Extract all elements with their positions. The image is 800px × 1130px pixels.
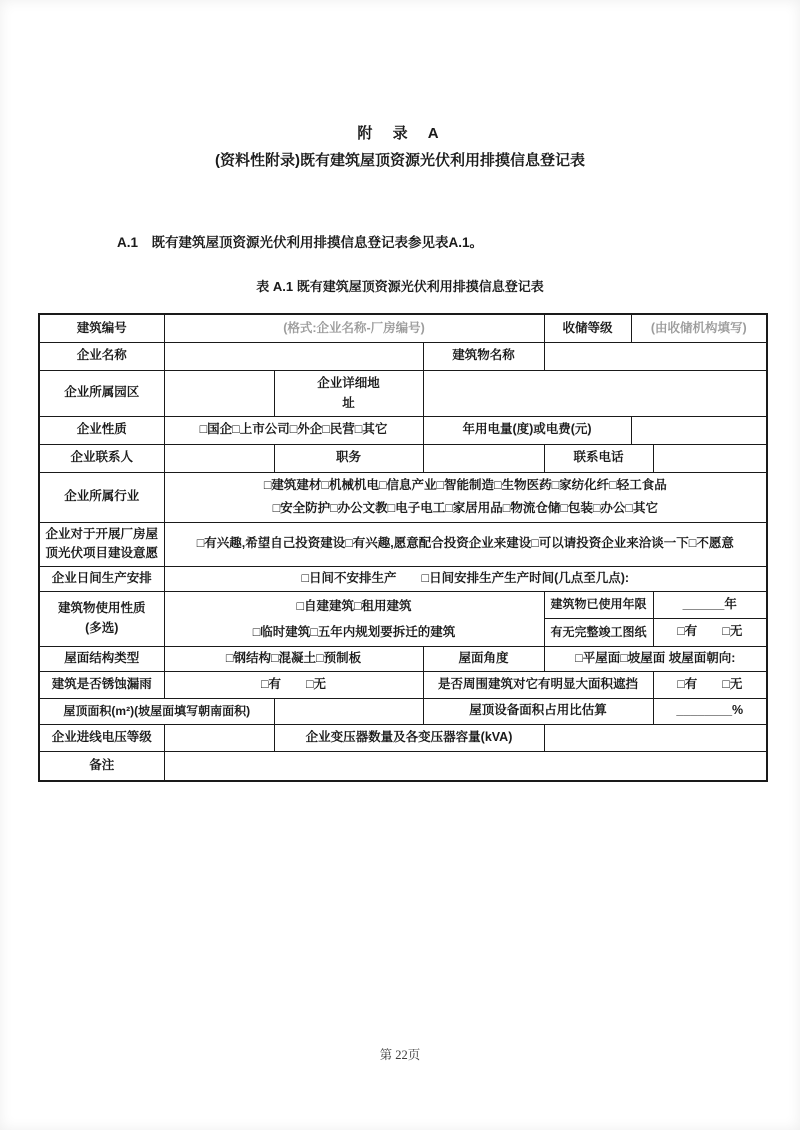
table-caption: 表 A.1 既有建筑屋顶资源光伏利用排摸信息登记表: [256, 279, 544, 294]
drawings-label-cell: 有无完整竣工图纸: [544, 618, 653, 646]
transformer-label-cell: 企业变压器数量及各变压器容量(kVA): [274, 724, 544, 751]
service-years-value-cell: ______年: [653, 591, 767, 618]
page-number: 第 22页: [379, 1048, 421, 1062]
phone-label-cell: 联系电话: [544, 444, 653, 472]
appendix-subtitle: (资料性附录)既有建筑屋顶资源光伏利用排摸信息登记表: [215, 152, 585, 169]
storage-level-input-cell: (由收储机构填写): [631, 314, 767, 342]
building-no-label-cell: 建筑编号: [39, 314, 164, 342]
contact-label-cell: 企业联系人: [39, 444, 164, 472]
address-label: 企业详细地址: [317, 375, 380, 410]
roof-structure-label-cell: 屋面结构类型: [39, 646, 164, 671]
remark-input-cell: [164, 751, 767, 781]
industry-label-cell: 企业所属行业: [39, 472, 164, 522]
company-nature-label-cell: 企业性质: [39, 416, 164, 444]
phone-input-cell: [653, 444, 767, 472]
industry-options-cell: [164, 472, 767, 522]
voltage-label-cell: 企业进线电压等级: [39, 724, 164, 751]
remark-label-cell: 备注: [39, 751, 164, 781]
usage-options-cell: [164, 591, 544, 646]
voltage-input-cell: [164, 724, 274, 751]
address-label-cell: [274, 370, 423, 416]
shading-options-cell: □有 □无: [653, 671, 767, 698]
usage-options-line1: □自建建筑□租用建筑: [296, 598, 412, 613]
appendix-title: 附 录 A: [357, 125, 443, 142]
daytime-options-cell: □日间不安排生产 □日间安排生产生产时间(几点至几点):: [164, 566, 767, 591]
usage-label-cell: [39, 591, 164, 646]
building-name-label-cell: 建筑物名称: [423, 342, 544, 370]
industry-options-line2: □安全防护□办公文教□电子电工□家居用品□物流仓储□包装□办公□其它: [272, 501, 658, 515]
address-input-cell: [423, 370, 767, 416]
annual-power-input-cell: [631, 416, 767, 444]
registration-form-table: [38, 313, 768, 782]
drawings-options-cell: □有 □无: [653, 618, 767, 646]
storage-level-label-cell: 收储等级: [544, 314, 631, 342]
company-name-label-cell: 企业名称: [39, 342, 164, 370]
usage-label: 建筑物使用性质: [57, 601, 146, 616]
position-input-cell: [423, 444, 544, 472]
industry-options-line1: □建筑建材□机械机电□信息产业□智能制造□生物医药□家纺化纤□轻工食品: [263, 478, 667, 492]
park-input-cell: [164, 370, 274, 416]
roof-angle-label-cell: 屋面角度: [423, 646, 544, 671]
usage-label-note: (多选): [85, 620, 119, 635]
usage-options-line2: □临时建筑□五年内规划要拆迁的建筑: [252, 624, 456, 639]
intro-paragraph: A.1 既有建筑屋顶资源光伏利用排摸信息登记表参见表A.1。: [117, 235, 484, 250]
contact-input-cell: [164, 444, 274, 472]
rust-leak-options-cell: □有 □无: [164, 671, 423, 698]
roof-structure-options-cell: □钢结构□混凝土□预制板: [164, 646, 423, 671]
equipment-ratio-label-cell: 屋顶设备面积占用比估算: [423, 698, 653, 724]
daytime-label-cell: 企业日间生产安排: [39, 566, 164, 591]
equipment-ratio-value-cell: ________%: [653, 698, 767, 724]
company-name-input-cell: [164, 342, 423, 370]
shading-label-cell: 是否周围建筑对它有明显大面积遮挡: [423, 671, 653, 698]
transformer-input-cell: [544, 724, 767, 751]
roof-area-label-cell: 屋顶面积(m²)(坡屋面填写朝南面积): [39, 698, 274, 724]
annual-power-label-cell: 年用电量(度)或电费(元): [423, 416, 631, 444]
roof-angle-options-cell: □平屋面□坡屋面 坡屋面朝向:: [544, 646, 767, 671]
position-label-cell: 职务: [274, 444, 423, 472]
roof-area-input-cell: [274, 698, 423, 724]
company-nature-options-cell: □国企□上市公司□外企□民营□其它: [164, 416, 423, 444]
building-name-input-cell: [544, 342, 767, 370]
willingness-options-cell: □有兴趣,希望自己投资建设□有兴趣,愿意配合投资企业来建设□可以请投资企业来洽谈一下□不愿意: [164, 522, 767, 566]
willingness-label-cell: 企业对于开展厂房屋顶光伏项目建设意愿: [39, 522, 164, 566]
building-no-input-cell: (格式:企业名称-厂房编号): [164, 314, 544, 342]
park-label-cell: 企业所属园区: [39, 370, 164, 416]
service-years-label-cell: 建筑物已使用年限: [544, 591, 653, 618]
rust-leak-label-cell: 建筑是否锈蚀漏雨: [39, 671, 164, 698]
